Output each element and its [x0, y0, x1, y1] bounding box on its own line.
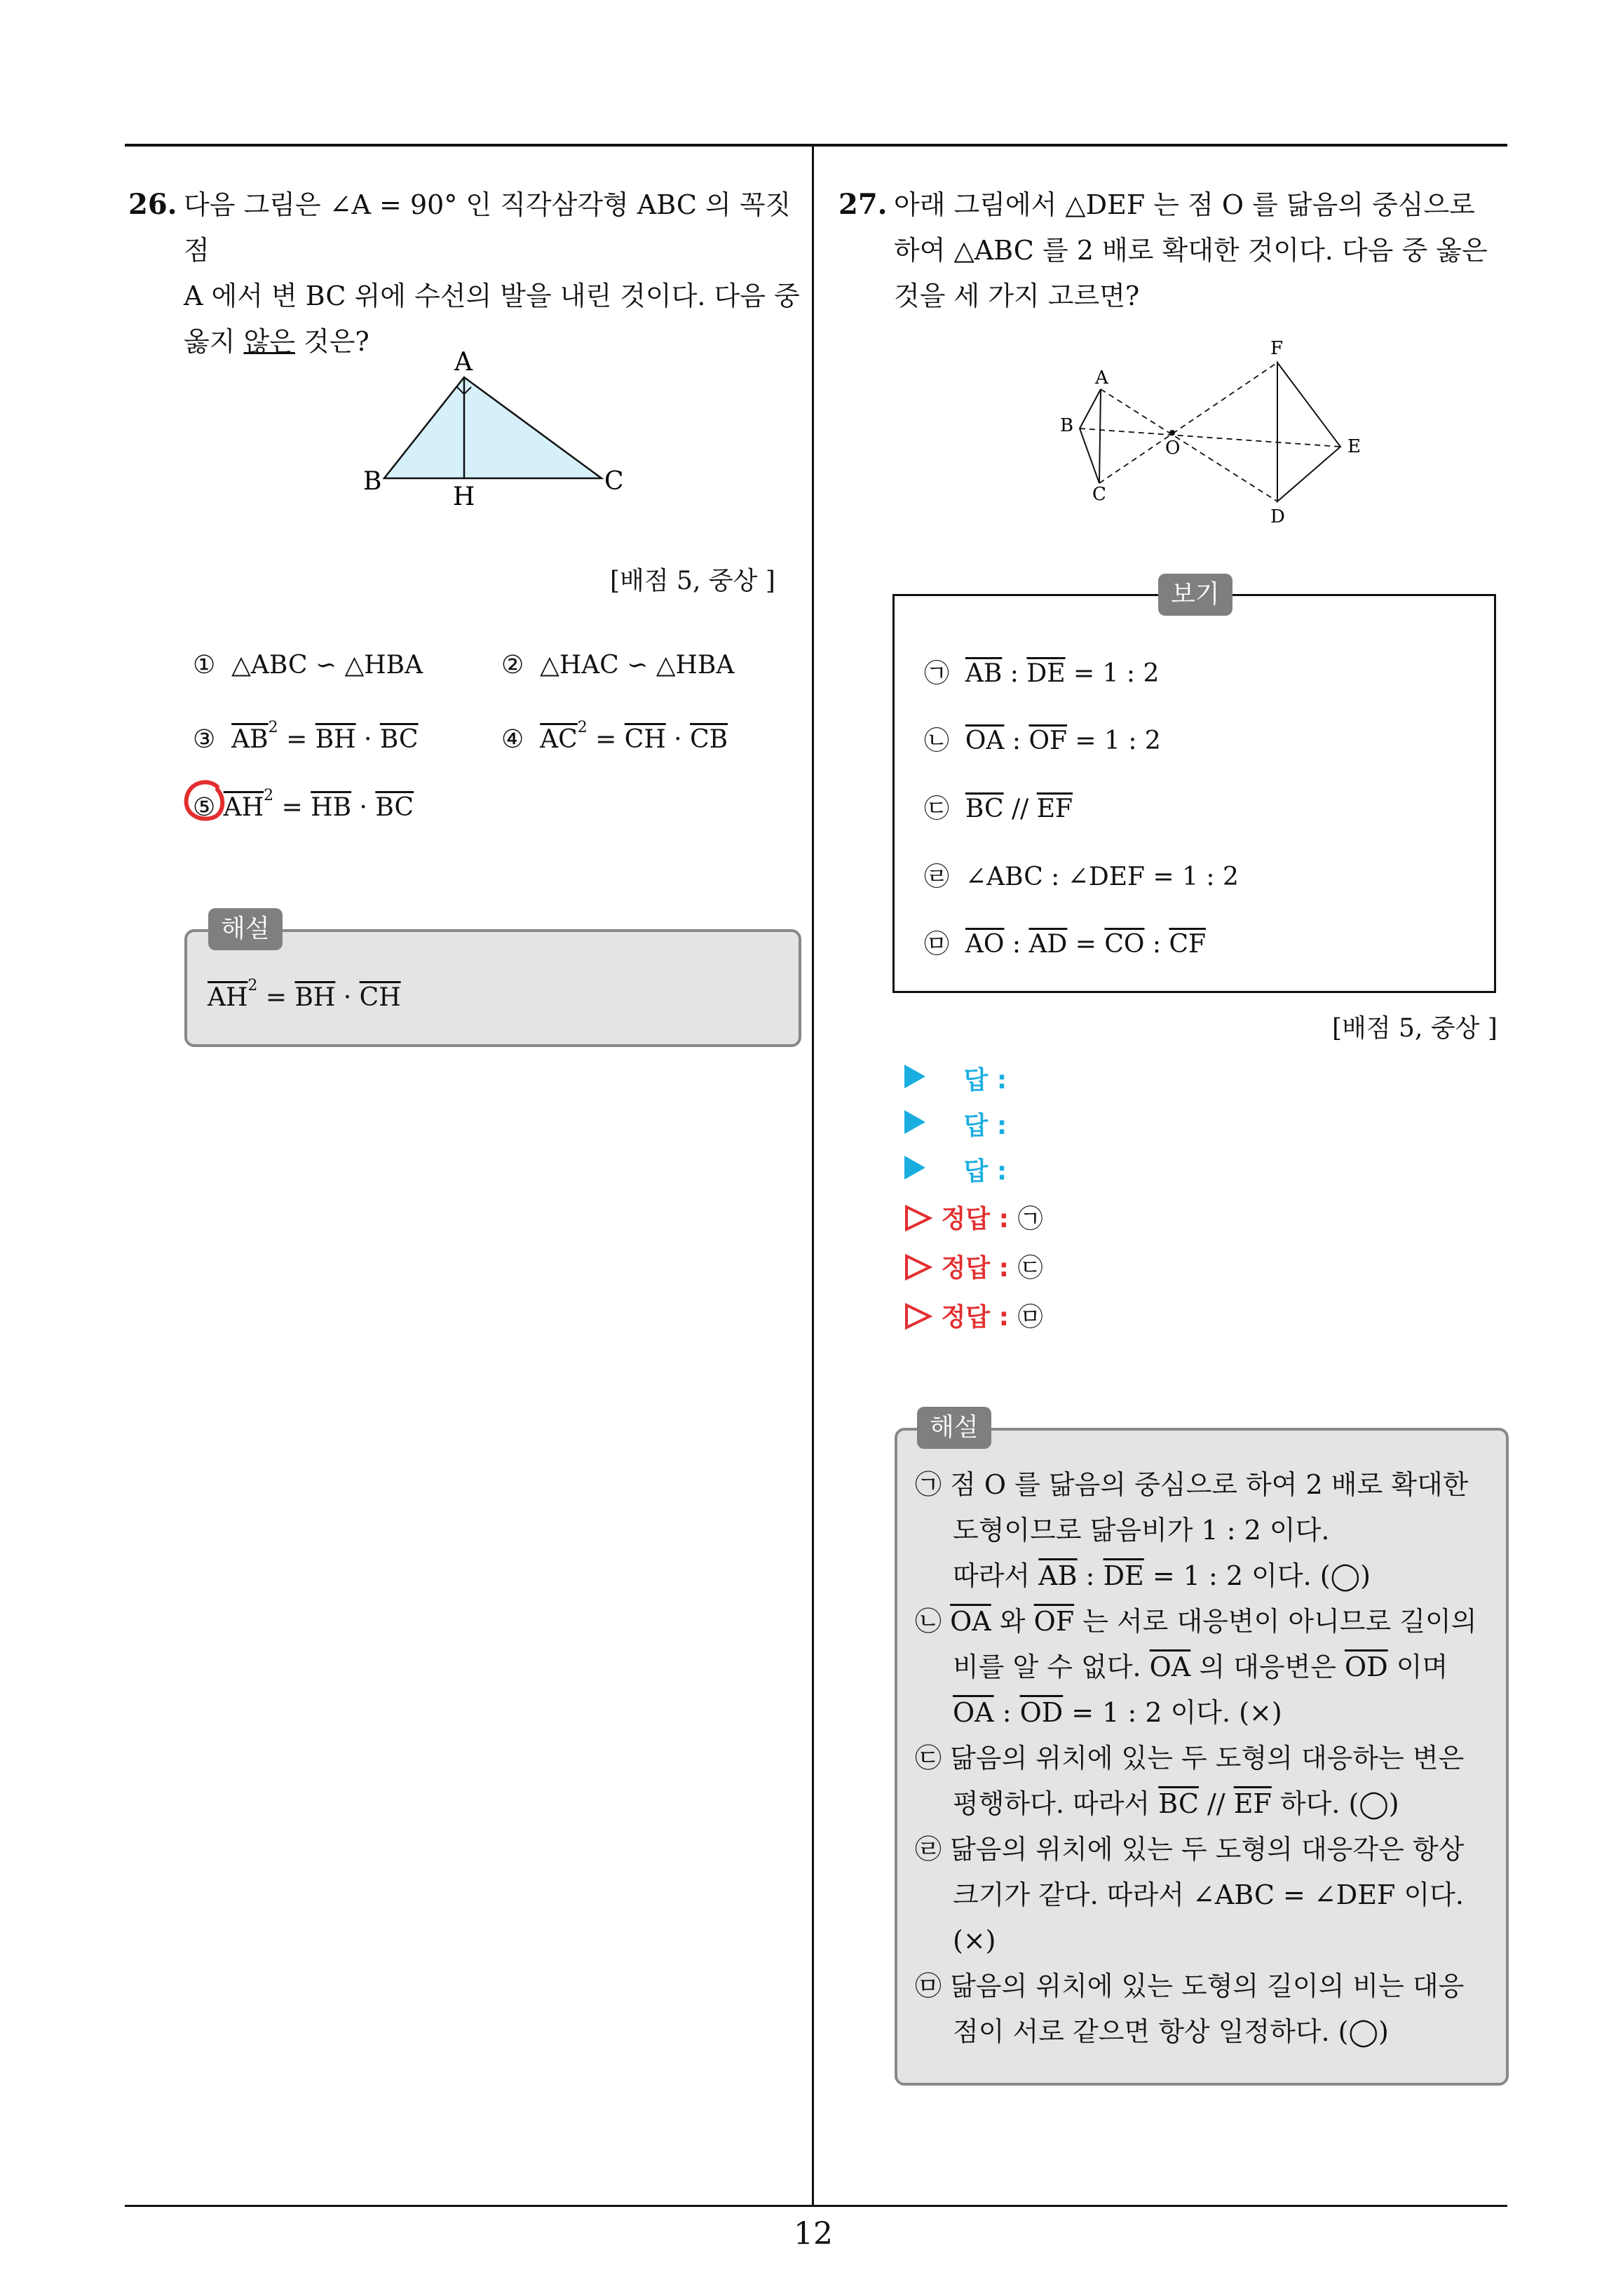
q26-triangle-figure — [351, 337, 645, 519]
q26-underline-not: 않은 — [243, 326, 295, 357]
answer-circle-mark — [181, 777, 230, 826]
q26-line1: 다음 그림은 ∠A = 90° 인 직각삼각형 ABC 의 꼭짓점 — [184, 189, 792, 266]
open-arrow-icon — [904, 1254, 932, 1281]
q26-option-5[interactable]: ⑤ $\overline{AH}^2 = \overline{HB} \cdot \overline{BC}$ — [193, 787, 414, 822]
top-rule — [125, 144, 1507, 147]
q27-view-item-3: ㉢ $\overline{BC} // \overline{EF}$ — [924, 795, 1073, 823]
label-a: A — [1095, 367, 1108, 389]
center-point-o — [1169, 430, 1175, 435]
q26-option-3[interactable]: ③ $\overline{AB}^2 = \overline{BH} \cdot \overline{BC}$ — [193, 719, 419, 754]
q26-solution-label: 해설 — [208, 908, 283, 950]
label-b: B — [363, 467, 382, 496]
open-arrow-icon — [904, 1303, 932, 1330]
label-e: E — [1347, 436, 1361, 457]
q26-option-1[interactable]: ① △ABC ∽ △HBA — [193, 651, 423, 680]
q27-line3: 것을 세 가지 고르면? — [894, 281, 1140, 311]
label-d: D — [1270, 506, 1285, 527]
label-c: C — [604, 467, 624, 496]
q27-line1: 아래 그림에서 △DEF 는 점 O 를 닮음의 중심으로 — [894, 189, 1475, 220]
q27-correct-1: 정답 : ㉠ — [904, 1199, 1043, 1235]
q26-number: 26. — [128, 188, 177, 221]
page-number: 12 — [794, 2216, 833, 2252]
label-a: A — [454, 348, 473, 377]
open-arrow-icon — [904, 1205, 932, 1231]
q26-solution-text: $\overline{AH}^2 = \overline{BH} \cdot \overline{CH}$ — [208, 977, 401, 1012]
q27-answer-line-1[interactable]: 답 : — [904, 1060, 1007, 1096]
q27-line2: 하여 △ABC 를 2 배로 확대한 것이다. 다음 중 옳은 — [894, 235, 1488, 266]
label-h: H — [453, 482, 475, 511]
q26-score: [배점 5, 중상 ] — [610, 567, 775, 595]
triangle-abc — [1080, 389, 1101, 483]
q26-option-4[interactable]: ④ $\overline{AC}^2 = \overline{CH} \cdot \overline{CB}$ — [501, 719, 728, 754]
label-c: C — [1092, 484, 1106, 505]
q27-homothety-figure — [1031, 333, 1381, 533]
q27-solution-text: ㉠ 점 O 를 닮음의 중심으로 하여 2 배로 확대한 도형이므로 닮음비가 1 : 2 이다. 따라서 $\overline{AB}$ : $\overline{DE} = 1$ : 2 이다. (◯) ㉡ $\overline{OA}$ 와 $\overline{OF}$ 는 서로 대응변이 아니므로 길이의 비를 알 수 없다. $\overline{OA}$ 의 대응변은 $\overline{OD}$ 이며 $\overline{OA}$ : $\overline{OD} = 1$ : 2 이다. (×) ㉢ 닮음의 위치에 있는 두 도형의 대응하는 변은 평행하다. 따라서 $\overline{BC} // \overline{EF}$ 하다. (◯) ㉣ 닮음의 위치에 있는 두 도형의 대응각은 항상 크기가 같다. 따라서 ∠ABC = ∠DEF 이다. (×) ㉤ 닮음의 위치에 있는 도형의 길이의 비는 대응 점이 서로 같으면 항상 일정하다. (◯) — [915, 1469, 1477, 2047]
q27-view-label: 보기 — [1158, 574, 1232, 616]
q26-option-2[interactable]: ② △HAC ∽ △HBA — [501, 651, 735, 680]
q26-line2: A 에서 변 BC 위에 수선의 발을 내린 것이다. 다음 중 — [184, 281, 800, 311]
q27-answer-line-2[interactable]: 답 : — [904, 1106, 1007, 1142]
arrow-right-icon — [904, 1156, 925, 1180]
label-o: O — [1165, 438, 1181, 459]
q27-correct-2: 정답 : ㉢ — [904, 1248, 1043, 1284]
q27-question — [894, 182, 1511, 319]
triangle-def — [1277, 363, 1340, 501]
q27-score: [배점 5, 중상 ] — [1332, 1014, 1498, 1043]
q27-number: 27. — [838, 188, 888, 221]
q26-line3: 옳지 않은 것은? — [184, 326, 369, 357]
arrow-right-icon — [904, 1065, 925, 1088]
q27-view-item-4: ㉣ ∠ABC : ∠DEF = 1 : 2 — [924, 863, 1239, 891]
column-divider — [812, 144, 814, 2207]
q27-view-item-1: ㉠ $\overline{AB}$ : $\overline{DE} = 1$ : 2 — [924, 659, 1160, 688]
q27-correct-3: 정답 : ㉤ — [904, 1297, 1043, 1333]
label-f: F — [1270, 338, 1284, 359]
arrow-right-icon — [904, 1110, 925, 1134]
triangle-abc — [384, 377, 602, 478]
q27-view-item-5: ㉤ $\overline{AO}$ : $\overline{AD} = \overline{CO}$ : $\overline{CF}$ — [924, 930, 1206, 959]
label-b: B — [1060, 415, 1074, 436]
q27-solution-label: 해설 — [917, 1407, 991, 1449]
q27-view-item-2: ㉡ $\overline{OA}$ : $\overline{OF} = 1$ : 2 — [924, 727, 1161, 755]
bottom-rule — [125, 2205, 1507, 2207]
q27-answer-line-3[interactable]: 답 : — [904, 1152, 1007, 1187]
